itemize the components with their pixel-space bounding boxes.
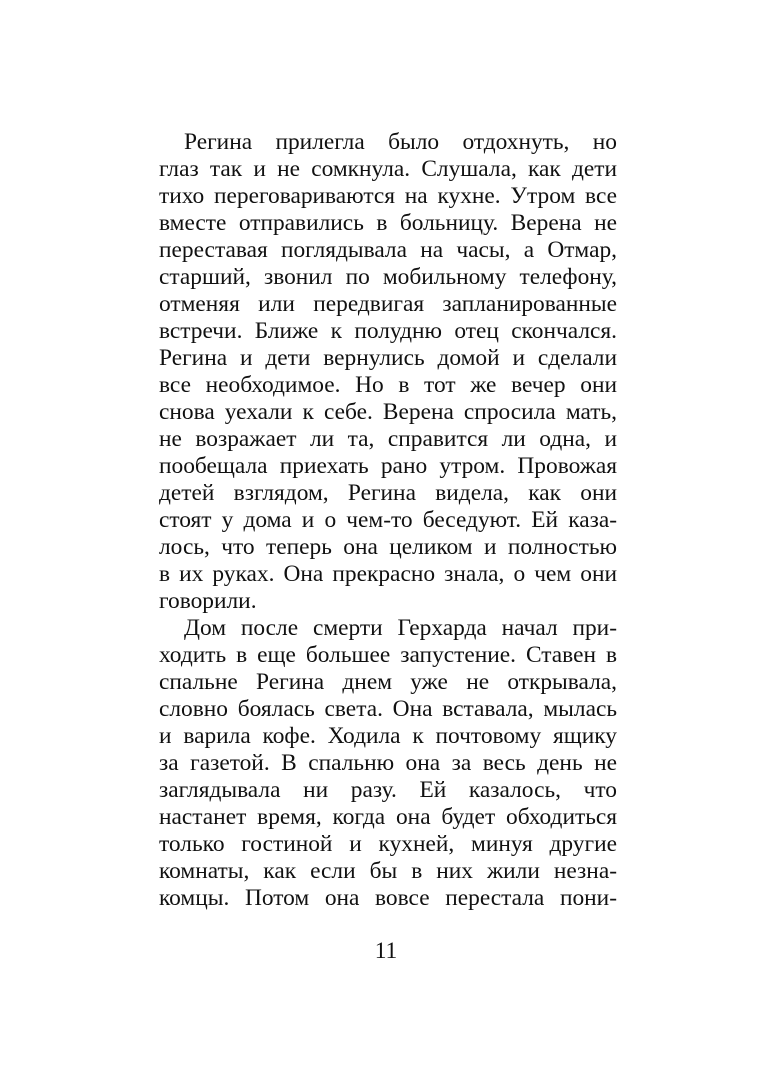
text-line: за газетой. В спальню она за весь день не xyxy=(159,750,617,776)
text-line: комнаты, как если бы в них жили незна- xyxy=(159,858,617,884)
text-line: все необходимое. Но в тот же вечер они xyxy=(159,372,617,398)
text-line: глаз так и не сомкнула. Слушала, как дети xyxy=(159,156,617,182)
text-line: тихо переговариваются на кухне. Утром все xyxy=(159,183,617,209)
page-number: 11 xyxy=(374,938,398,964)
text-line: вместе отправились в больницу. Верена не xyxy=(159,210,617,236)
text-line: пообещала приехать рано утром. Провожая xyxy=(159,453,617,479)
text-line: отменяя или передвигая запланированные xyxy=(159,291,617,317)
text-line: Дом после смерти Герхарда начал при- xyxy=(184,615,617,641)
text-line: комцы. Потом она вовсе перестала пони- xyxy=(159,885,617,911)
text-line: заглядывала ни разу. Ей казалось, что xyxy=(159,777,617,803)
text-line: говорили. xyxy=(159,588,257,614)
text-line: Регина и дети вернулись домой и сделали xyxy=(159,345,617,371)
text-line: в их руках. Она прекрасно знала, о чем они xyxy=(159,561,617,587)
text-line: ходить в еще большее запустение. Ставен в xyxy=(159,642,617,668)
text-line: встречи. Ближе к полудню отец скончался. xyxy=(159,318,617,344)
text-line: только гостиной и кухней, минуя другие xyxy=(159,831,617,857)
text-line: переставая поглядывала на часы, а Отмар, xyxy=(159,237,617,263)
text-line: лось, что теперь она целиком и полностью xyxy=(159,534,617,560)
text-line: и варила кофе. Ходила к почтовому ящику xyxy=(159,723,617,749)
text-line: спальне Регина днем уже не открывала, xyxy=(159,669,617,695)
text-line: настанет время, когда она будет обходиться xyxy=(159,804,617,830)
text-line: Регина прилегла было отдохнуть, но xyxy=(184,129,617,155)
text-line: детей взглядом, Регина видела, как они xyxy=(159,480,617,506)
paragraph-1 xyxy=(159,129,617,615)
text-line: стоят у дома и о чем-то беседуют. Ей каза- xyxy=(159,507,617,533)
paragraph-2 xyxy=(159,615,617,912)
text-line: не возражает ли та, справится ли одна, и xyxy=(159,426,617,452)
text-line: старший, звонил по мобильному телефону, xyxy=(159,264,617,290)
text-line: словно боялась света. Она вставала, мылась xyxy=(159,696,617,722)
text-line: снова уехали к себе. Верена спросила мать, xyxy=(159,399,617,425)
body-text xyxy=(159,129,617,912)
